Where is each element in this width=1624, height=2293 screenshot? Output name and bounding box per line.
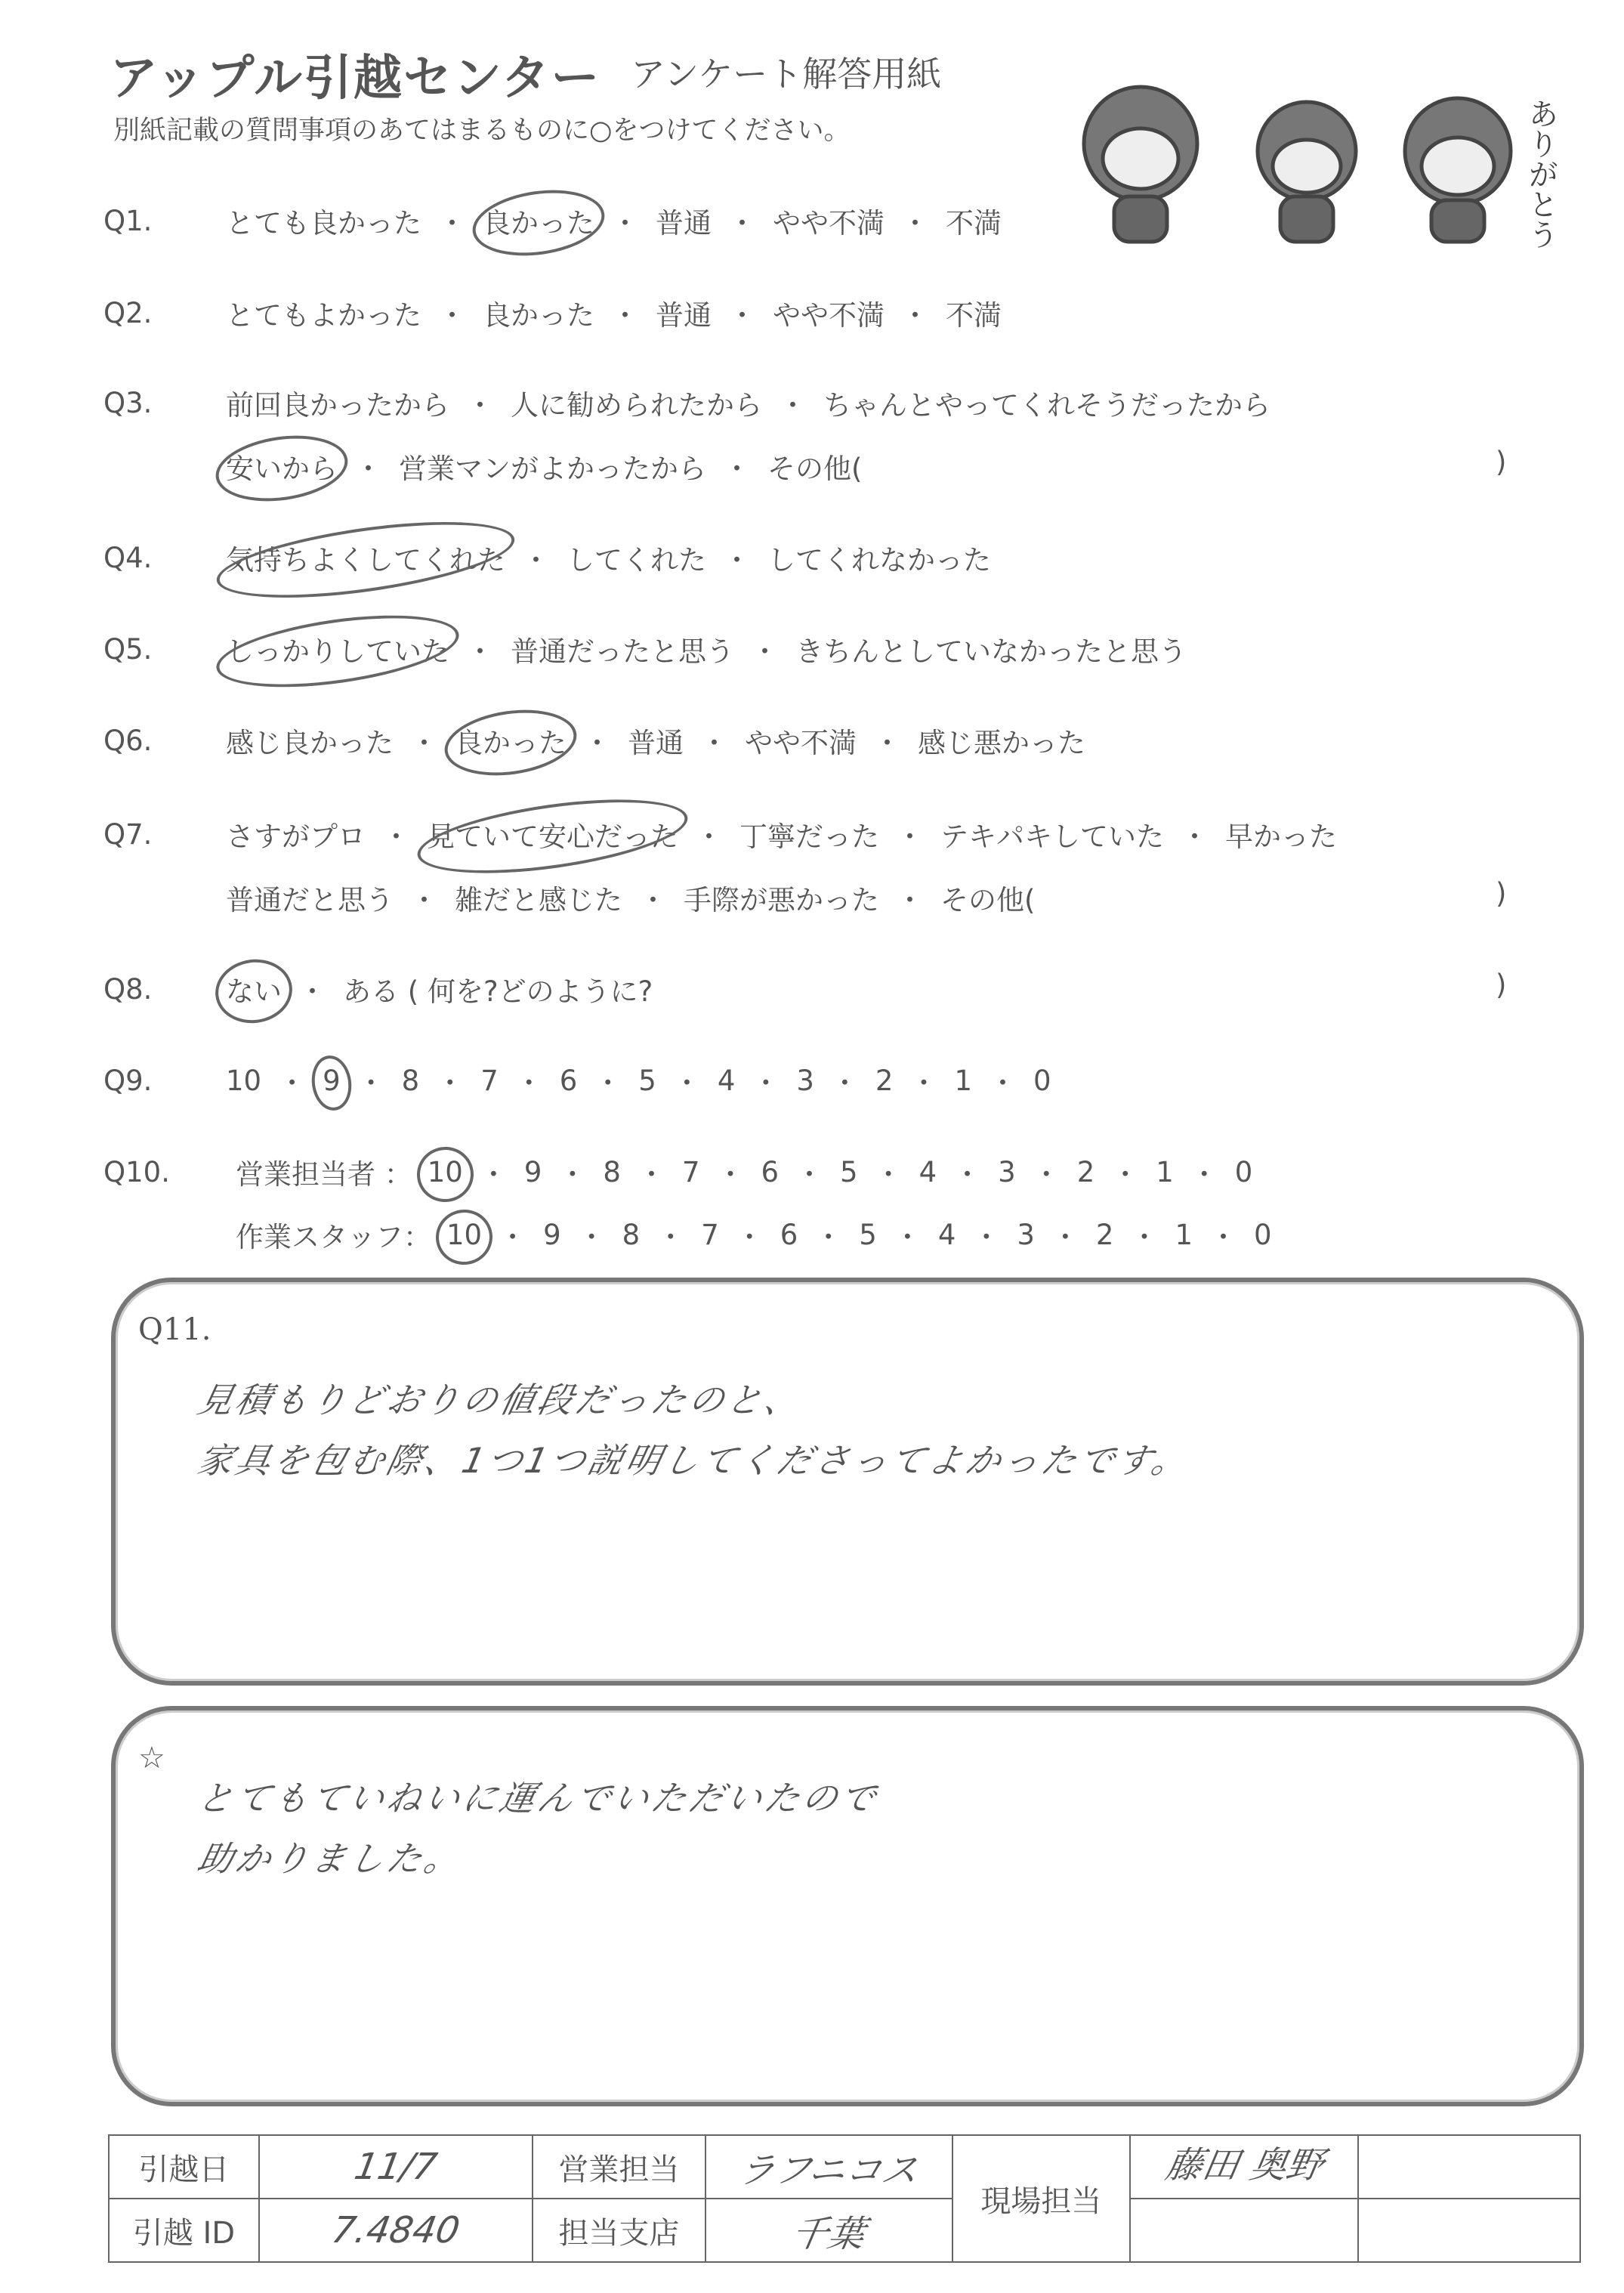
answer-option[interactable]: 9 (323, 1064, 341, 1097)
moving-id-label: 引越 ID (109, 2199, 259, 2262)
answer-option[interactable]: 3 (796, 1064, 814, 1097)
answer-option[interactable]: 3 (998, 1155, 1016, 1188)
answer-option[interactable]: 6 (780, 1218, 798, 1251)
site-value[interactable]: 藤田 奥野 (1124, 2135, 1363, 2199)
answer-option[interactable]: 感じ良かった (226, 727, 394, 759)
question-row (103, 537, 991, 578)
site-label: 現場担当 (952, 2135, 1130, 2262)
answer-option[interactable]: 普通 (656, 299, 712, 332)
answer-option[interactable]: 0 (1033, 1064, 1051, 1097)
question-row (103, 1214, 1272, 1255)
answer-option[interactable]: とても良かった (226, 207, 421, 239)
separator: ・ (1190, 1158, 1218, 1191)
separator: ・ (672, 1067, 701, 1099)
question-label: Q1. (103, 204, 153, 237)
answer-option[interactable]: 6 (559, 1064, 578, 1097)
separator: ・ (909, 1067, 938, 1099)
separator: ・ (594, 1067, 622, 1099)
separator: ・ (695, 820, 723, 853)
answer-option[interactable]: 不満 (946, 299, 1002, 332)
answer-option[interactable]: 安いから (226, 446, 338, 487)
answer-option[interactable]: やや不満 (745, 727, 857, 759)
question-label: Q3. (103, 386, 153, 419)
separator: ・ (354, 453, 382, 485)
separator: ・ (896, 884, 924, 916)
separator: ・ (438, 299, 466, 332)
separator: ・ (577, 1221, 606, 1253)
answer-option[interactable]: 7 (480, 1064, 499, 1097)
star-answer-line: とてもていねいに運んでいただいたので (193, 1778, 883, 1819)
separator: ・ (795, 1158, 824, 1191)
separator: ・ (700, 727, 728, 759)
answer-option[interactable]: 6 (761, 1155, 780, 1188)
question-label: Q7. (103, 817, 153, 851)
separator: ・ (716, 1158, 745, 1191)
monkey-icon (1258, 102, 1356, 242)
separator: ・ (382, 820, 410, 853)
separator: ・ (728, 299, 756, 332)
separator: ・ (728, 207, 756, 239)
answer-option[interactable]: 10 (427, 1155, 463, 1188)
separator: ・ (752, 1067, 780, 1099)
answer-option[interactable]: 2 (1095, 1218, 1114, 1251)
answer-option[interactable]: 普通 (628, 727, 684, 759)
separator: ・ (558, 1158, 587, 1191)
answer-option[interactable]: 4 (919, 1155, 937, 1188)
answer-option[interactable]: 10 (226, 1064, 262, 1097)
answer-option[interactable]: 8 (401, 1064, 420, 1097)
answer-option[interactable]: してくれた (567, 544, 706, 576)
monkey-icon (1405, 98, 1511, 242)
separator: ・ (278, 1067, 307, 1099)
q11-answer-line: 家具を包む際、1つ1つ説明してくださってよかったです。 (193, 1440, 1194, 1481)
separator: ・ (751, 635, 779, 668)
info-table (108, 2134, 1581, 2263)
separator: ・ (735, 1221, 764, 1253)
blank-cell (1130, 2199, 1359, 2262)
answer-option[interactable]: 4 (717, 1064, 736, 1097)
answer-option[interactable]: さすがプロ (226, 820, 366, 853)
separator: ・ (830, 1067, 859, 1099)
question-label: Q8. (103, 972, 153, 1006)
answer-option[interactable]: ある ( 何を?どのように? (343, 975, 653, 1008)
question-row (103, 446, 862, 487)
separator: ・ (1051, 1221, 1079, 1253)
separator: ・ (814, 1221, 843, 1253)
mascot-text: ありがとう (1524, 98, 1558, 249)
answer-option[interactable]: 普通だと思う (226, 884, 394, 916)
answer-option[interactable]: 普通 (656, 207, 712, 239)
answer-option[interactable]: 10 (446, 1218, 483, 1251)
answer-option[interactable]: ない (226, 969, 282, 1009)
company-title: アップル引越センター (110, 51, 601, 107)
separator: ・ (514, 1067, 543, 1099)
q11-label: Q11. (138, 1312, 211, 1347)
answer-option[interactable]: きちんとしていなかったと思う (795, 635, 1187, 668)
separator: ・ (611, 299, 639, 332)
answer-option[interactable]: その他( (767, 453, 863, 485)
separator: ・ (1181, 820, 1209, 853)
answer-option[interactable]: やや不満 (773, 299, 885, 332)
q11-answer-line: 見積もりどおりの値段だったのと、 (193, 1380, 807, 1420)
question-row (103, 969, 653, 1009)
answer-option[interactable]: 7 (701, 1218, 719, 1251)
answer-option[interactable]: 良かった (483, 200, 594, 241)
question-row (103, 200, 1002, 241)
question-row (103, 382, 1270, 423)
star-comment-box[interactable] (111, 1706, 1584, 2106)
answer-option[interactable]: 2 (875, 1064, 894, 1097)
answer-option[interactable]: 8 (622, 1218, 641, 1251)
answer-option[interactable]: 感じ悪かった (918, 727, 1085, 759)
moving-date-label: 引越日 (109, 2135, 259, 2199)
separator: ・ (1111, 1158, 1140, 1191)
moving-date-value[interactable]: 11/7 (253, 2135, 538, 2199)
answer-option[interactable]: 見ていて安心だった (427, 814, 678, 854)
star-answer-line: 助かりました。 (193, 1838, 468, 1879)
separator: ・ (901, 299, 929, 332)
separator: ・ (522, 544, 550, 576)
answer-option[interactable]: 前回良かったから (226, 389, 449, 422)
question-row (103, 877, 1035, 918)
question-row (103, 292, 1002, 333)
separator: ・ (723, 453, 751, 485)
answer-option[interactable]: 不満 (946, 207, 1002, 239)
rating-target-label: 作業スタッフ： (236, 1221, 431, 1253)
separator: ・ (893, 1221, 922, 1253)
answer-option[interactable]: 9 (523, 1155, 542, 1188)
answer-option[interactable]: 早かった (1225, 820, 1337, 853)
blank-cell (1358, 2199, 1580, 2262)
separator: ・ (410, 884, 438, 916)
question-label: Q6. (103, 724, 153, 757)
separator: ・ (438, 207, 466, 239)
answer-option[interactable]: ちゃんとやってくれそうだったから (823, 389, 1270, 422)
separator: ・ (972, 1221, 1001, 1253)
instruction-text: 別紙記載の質問事項のあてはまるものに○をつけてください。 (113, 116, 851, 146)
answer-option[interactable]: 2 (1076, 1155, 1095, 1188)
q11-comment-box[interactable] (111, 1278, 1584, 1686)
separator: ・ (779, 389, 807, 422)
answer-option[interactable]: 1 (1175, 1218, 1193, 1251)
answer-option[interactable]: 良かった (455, 720, 567, 761)
answer-option[interactable]: 雑だと感じた (455, 884, 622, 916)
answer-option[interactable]: 1 (1156, 1155, 1174, 1188)
answer-option[interactable]: 8 (603, 1155, 621, 1188)
question-row (103, 814, 1337, 854)
separator: ・ (583, 727, 611, 759)
separator: ・ (1032, 1158, 1061, 1191)
answer-option[interactable]: 1 (954, 1064, 973, 1097)
question-row (103, 629, 1187, 669)
sales-label: 営業担当 (533, 2135, 706, 2199)
separator: ・ (901, 207, 929, 239)
monkey-icon (1084, 87, 1197, 242)
star-icon: ☆ (138, 1741, 165, 1775)
answer-option[interactable]: 5 (859, 1218, 877, 1251)
answer-option[interactable]: 手際が悪かった (684, 884, 879, 916)
separator: ・ (989, 1067, 1017, 1099)
form-subtitle: アンケート解答用紙 (631, 54, 942, 94)
separator: ・ (466, 635, 494, 668)
separator: ・ (611, 207, 639, 239)
separator: ・ (466, 389, 494, 422)
question-row (103, 720, 1085, 761)
answer-option[interactable]: してくれなかった (767, 544, 991, 576)
separator: ・ (436, 1067, 465, 1099)
answer-option[interactable]: 3 (1017, 1218, 1035, 1251)
separator: ・ (953, 1158, 982, 1191)
separator: ・ (637, 1158, 665, 1191)
separator: ・ (410, 727, 438, 759)
answer-option[interactable]: しっかりしていた (226, 629, 449, 669)
separator: ・ (639, 884, 667, 916)
answer-option[interactable]: 4 (937, 1218, 956, 1251)
sales-value[interactable]: ラフニコス (700, 2135, 958, 2199)
separator: ・ (873, 727, 901, 759)
answer-option[interactable]: 丁寧だった (739, 820, 879, 853)
question-label: Q5. (103, 632, 153, 666)
question-label: Q2. (103, 296, 153, 329)
moving-id-value[interactable]: 7.4840 (253, 2199, 538, 2262)
monkey-mascots-illustration (1050, 53, 1594, 249)
answer-option[interactable]: テキパキしていた (940, 820, 1164, 853)
answer-option[interactable]: 5 (638, 1064, 656, 1097)
answer-option[interactable]: その他( (940, 884, 1036, 916)
separator: ・ (723, 544, 751, 576)
separator: ・ (896, 820, 924, 853)
branch-label: 担当支店 (533, 2199, 706, 2262)
close-paren: ) (1496, 969, 1507, 1001)
answer-option[interactable]: やや不満 (773, 207, 885, 239)
answer-option[interactable]: 良かった (483, 299, 594, 332)
question-label: Q9. (103, 1064, 153, 1097)
answer-option[interactable]: とてもよかった (226, 299, 421, 332)
answer-option[interactable]: 気持ちよくしてくれた (226, 537, 505, 578)
rating-target-label: 営業担当者 ： (236, 1158, 412, 1191)
separator: ・ (1209, 1221, 1238, 1253)
answer-option[interactable]: 0 (1254, 1218, 1272, 1251)
close-paren: ) (1496, 446, 1507, 478)
answer-option[interactable]: 普通だったと思う (511, 635, 734, 668)
separator: ・ (499, 1221, 527, 1253)
answer-option[interactable]: 9 (543, 1218, 561, 1251)
branch-value[interactable]: 千葉 (700, 2199, 958, 2262)
separator: ・ (479, 1158, 508, 1191)
question-label: Q10. (103, 1155, 170, 1188)
answer-option[interactable]: 7 (681, 1155, 700, 1188)
separator: ・ (1130, 1221, 1159, 1253)
separator: ・ (874, 1158, 903, 1191)
answer-option[interactable]: 0 (1234, 1155, 1253, 1188)
blank-cell (1358, 2135, 1580, 2199)
answer-option[interactable]: 営業マンがよかったから (399, 453, 706, 485)
close-paren: ) (1496, 877, 1507, 910)
answer-option[interactable]: 5 (840, 1155, 858, 1188)
separator: ・ (357, 1067, 385, 1099)
answer-option[interactable]: 人に勧められたから (511, 389, 762, 422)
separator: ・ (298, 975, 326, 1008)
separator: ・ (656, 1221, 685, 1253)
question-label: Q4. (103, 541, 153, 574)
question-row (103, 1060, 1051, 1101)
question-row (103, 1151, 1252, 1192)
